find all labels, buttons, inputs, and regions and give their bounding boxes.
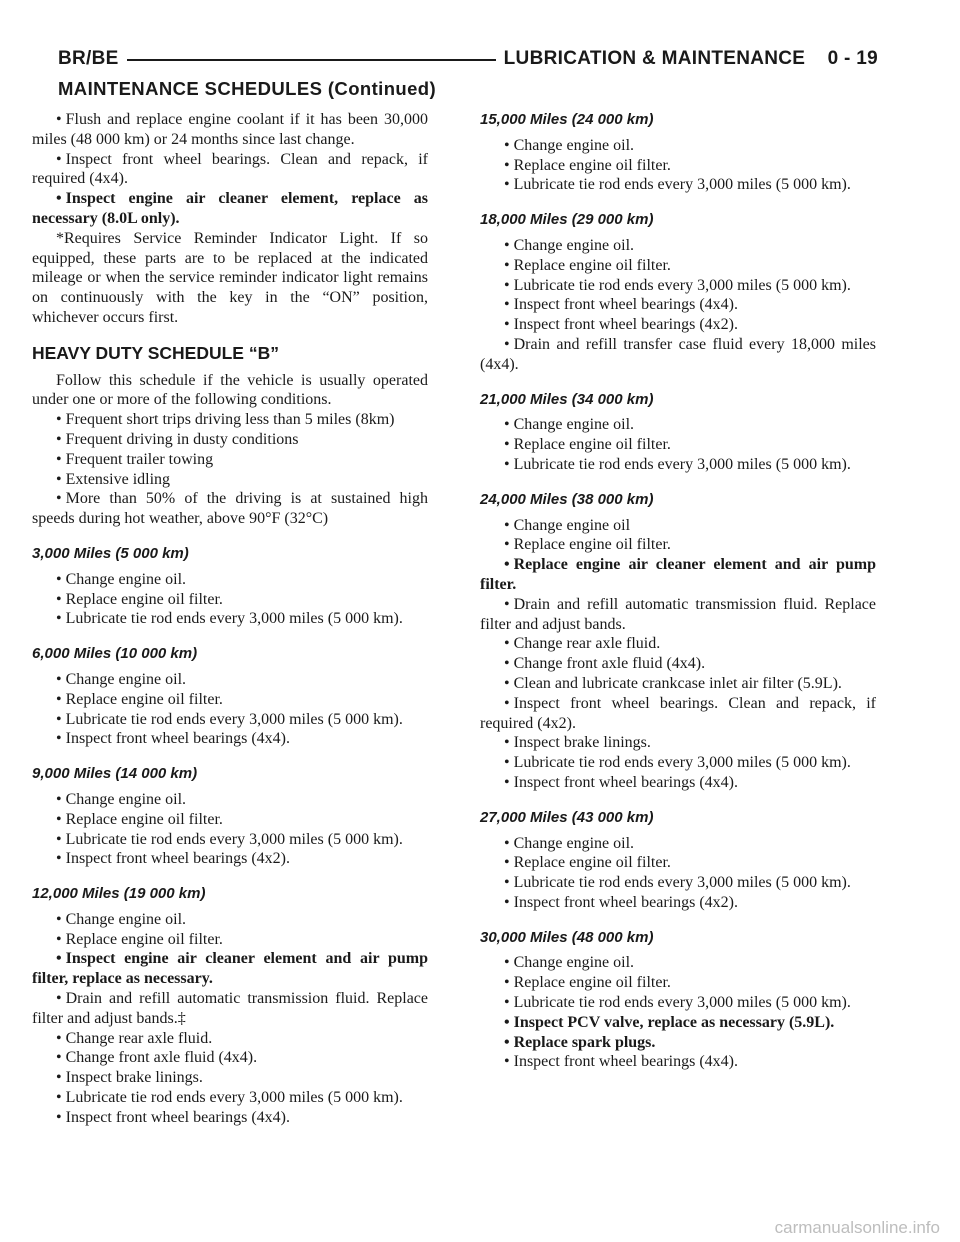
interval-heading-30000: 30,000 Miles (48 000 km)	[480, 928, 654, 946]
list-item: • Replace engine oil filter.	[480, 256, 876, 276]
section-title: MAINTENANCE SCHEDULES (Continued)	[58, 78, 437, 99]
list-item: • Inspect front wheel bearings. Clean and repack, if required (4x2).	[480, 694, 876, 734]
list-item: • Change engine oil.	[480, 834, 876, 854]
list-item: • Replace engine oil filter.	[32, 690, 428, 710]
header-section-page: LUBRICATION & MAINTENANCE 0 - 19	[496, 48, 878, 70]
list-item: • Lubricate tie rod ends every 3,000 miles (5 000 km).	[480, 455, 876, 475]
right-column	[480, 110, 876, 1072]
list-item: • Replace engine oil filter.	[32, 810, 428, 830]
list-item: • Change engine oil.	[32, 790, 428, 810]
list-item: • Change front axle fluid (4x4).	[480, 654, 876, 674]
list-item: • Inspect front wheel bearings (4x4).	[32, 1108, 428, 1128]
condition-item: • Frequent trailer towing	[32, 450, 428, 470]
condition-item: • Frequent short trips driving less than 5 miles (8km)	[32, 410, 428, 430]
interval-heading-24000: 24,000 Miles (38 000 km)	[480, 490, 654, 508]
list-item: • Change engine oil.	[480, 953, 876, 973]
list-item: • Lubricate tie rod ends every 3,000 miles (5 000 km).	[480, 993, 876, 1013]
list-item: • Lubricate tie rod ends every 3,000 miles (5 000 km).	[480, 753, 876, 773]
list-item: • Lubricate tie rod ends every 3,000 miles (5 000 km).	[32, 609, 428, 629]
list-item-bold: • Inspect engine air cleaner element, replace as necessary (8.0L only).	[32, 189, 428, 229]
list-item: • Lubricate tie rod ends every 3,000 miles (5 000 km).	[32, 1088, 428, 1108]
list-item: • Inspect brake linings.	[480, 733, 876, 753]
list-item: • Inspect front wheel bearings (4x2).	[480, 315, 876, 335]
list-item-bold: • Replace engine air cleaner element and air pump filter.	[480, 555, 876, 595]
list-item: • Drain and refill automatic transmission fluid. Replace filter and adjust bands.	[480, 595, 876, 635]
list-item: • Lubricate tie rod ends every 3,000 miles (5 000 km).	[480, 175, 876, 195]
heavy-duty-heading: HEAVY DUTY SCHEDULE “B”	[32, 342, 279, 363]
list-item: • Clean and lubricate crankcase inlet air filter (5.9L).	[480, 674, 876, 694]
list-item-bold: • Inspect engine air cleaner element and air pump filter, replace as necessary.	[32, 949, 428, 989]
condition-item: • Frequent driving in dusty conditions	[32, 430, 428, 450]
interval-heading-21000: 21,000 Miles (34 000 km)	[480, 390, 654, 408]
list-item: • Replace engine oil filter.	[32, 590, 428, 610]
list-item: • Replace engine oil filter.	[480, 535, 876, 555]
interval-heading-12000: 12,000 Miles (19 000 km)	[32, 885, 206, 903]
page-header	[58, 44, 878, 74]
list-item: • Inspect front wheel bearings (4x2).	[480, 893, 876, 913]
interval-heading-27000: 27,000 Miles (43 000 km)	[480, 808, 654, 826]
left-column	[32, 110, 428, 1128]
list-item: • Inspect front wheel bearings (4x4).	[480, 773, 876, 793]
list-item: • Change engine oil	[480, 516, 876, 536]
list-item: • Drain and refill transfer case fluid every 18,000 miles (4x4).	[480, 335, 876, 375]
list-item: • Change engine oil.	[480, 415, 876, 435]
list-item: • Change engine oil.	[480, 136, 876, 156]
list-item: • Inspect brake linings.	[32, 1068, 428, 1088]
list-item: • Inspect front wheel bearings. Clean and repack, if required (4x4).	[32, 150, 428, 190]
condition-item: • More than 50% of the driving is at sustained high speeds during hot weather, above 90°F (32°C)	[32, 489, 428, 529]
watermark: carmanualsonline.info	[774, 1218, 940, 1237]
interval-heading-3000: 3,000 Miles (5 000 km)	[32, 544, 189, 562]
list-item: • Change engine oil.	[480, 236, 876, 256]
list-item: • Lubricate tie rod ends every 3,000 miles (5 000 km).	[480, 873, 876, 893]
condition-item: • Extensive idling	[32, 470, 428, 490]
list-item: • Change engine oil.	[32, 910, 428, 930]
list-item: • Replace engine oil filter.	[480, 156, 876, 176]
list-item: • Change engine oil.	[32, 670, 428, 690]
heavy-duty-intro: Follow this schedule if the vehicle is usually operated under one or more of the following conditions.	[32, 371, 428, 409]
list-item: • Change rear axle fluid.	[480, 634, 876, 654]
list-item-bold: • Replace spark plugs.	[480, 1033, 876, 1053]
list-item: • Change engine oil.	[32, 570, 428, 590]
list-item: • Replace engine oil filter.	[480, 435, 876, 455]
list-item: • Flush and replace engine coolant if it has been 30,000 miles (48 000 km) or 24 months since last change.	[32, 110, 428, 150]
list-item: • Inspect front wheel bearings (4x4).	[480, 1052, 876, 1072]
list-item: • Change rear axle fluid.	[32, 1029, 428, 1049]
list-item: • Replace engine oil filter.	[480, 973, 876, 993]
list-item: • Lubricate tie rod ends every 3,000 miles (5 000 km).	[32, 830, 428, 850]
interval-heading-18000: 18,000 Miles (29 000 km)	[480, 211, 654, 229]
list-item: • Inspect front wheel bearings (4x4).	[32, 729, 428, 749]
interval-heading-6000: 6,000 Miles (10 000 km)	[32, 645, 198, 663]
list-item: • Inspect front wheel bearings (4x2).	[32, 849, 428, 869]
header-model: BR/BE	[58, 48, 127, 70]
list-item: • Replace engine oil filter.	[480, 853, 876, 873]
list-item: • Lubricate tie rod ends every 3,000 miles (5 000 km).	[480, 276, 876, 296]
list-item: • Inspect front wheel bearings (4x4).	[480, 295, 876, 315]
interval-heading-9000: 9,000 Miles (14 000 km)	[32, 765, 198, 783]
list-item: • Change front axle fluid (4x4).	[32, 1048, 428, 1068]
interval-heading-15000: 15,000 Miles (24 000 km)	[480, 111, 654, 128]
service-reminder-note: *Requires Service Reminder Indicator Light. If so equipped, these parts are to be replaced at the indicated mileage or when the service reminder indicator light remains on continuously with the key in the “ON” position, whichever occurs first.	[32, 229, 428, 326]
list-item-bold: • Inspect PCV valve, replace as necessary (5.9L).	[480, 1013, 876, 1033]
list-item: • Drain and refill automatic transmission fluid. Replace filter and adjust bands.‡	[32, 989, 428, 1029]
list-item: • Lubricate tie rod ends every 3,000 miles (5 000 km).	[32, 710, 428, 730]
list-item: • Replace engine oil filter.	[32, 930, 428, 950]
